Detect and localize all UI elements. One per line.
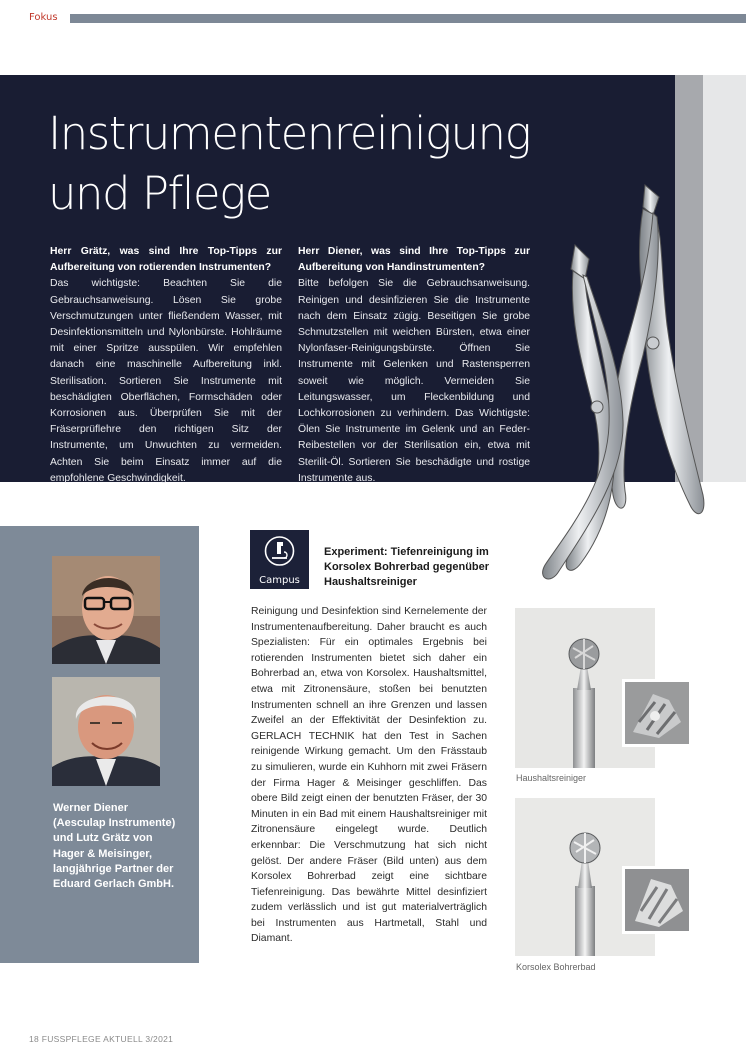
- bur-closeup-korsolex: [622, 866, 692, 934]
- interview-answer: Das wichtigste: Beachten Sie die Gebrauchsanweisung. Lösen Sie grobe Verschmutzungen unter fließendem Wasser, mit Desinfektionsmitteln und Nylonbürste. Hohlräume mit einer Spritze ausspülen. Wir empfehlen danach eine maschinelle Aufbereitung inkl. Sterilisation. Sortieren Sie Instrumente mit beschädigten Oberflächen, Formschäden oder Korrosionen aus. Überprüfen Sie mit der Fräserprüflehre den richtigen Sitz der Instrumente, um Unwuchten zu vermeiden. Achten Sie beim Einsatz immer auf die empfohlene Geschwindigkeit.: [50, 278, 282, 484]
- title-line-2: und Pflege: [48, 167, 271, 220]
- interview-question: Herr Diener, was sind Ihre Top-Tipps zur Aufbereitung von Handinstrumenten?: [298, 246, 530, 274]
- interview-column-diener: [298, 244, 530, 487]
- campus-label: Campus: [259, 575, 300, 586]
- header-rule: [70, 14, 746, 23]
- experiment-body: Reinigung und Desinfektion sind Kernelemente der Instrumentenaufbereitung. Daher braucht es auch Spezialisten: Für ein optimales Ergebnis bei rotierenden Instrumenten bietet sich daher ein Bohrerbad an, etwa von Korsolex. Haushaltsmittel, etwa mit Zitronensäure, stoßen bei benutzten Instrumenten schnell an ihre Grenzen und lassen Zweifel an der Effektivität der Desinfektion zu. GERLACH TECHNIK hat den Test in Sachen reinigende Wirkung gemacht. Um den Frässtaub zu simulieren, wurde ein Kuhhorn mit zwei Fräsern der Firma Hager & Meisinger geschliffen. Das obere Bild zeigt einen der benutzten Fräser, der 30 Minuten in ein Bad mit einem Haushaltsreiniger mit Zitronensäure eingelegt wurde. Deutlich erkennbar: Die Verschmutzung hat sich nicht gelöst. Der andere Fräser (Bild unten) aus dem Korsolex Bohrerbad zeigt eine sichtbare Tiefenreinigung. Das bewährte Mittel desinfiziert zudem verlässlich und ist gut materialverträglich bei Instrumenten aus Hartmetall, Stahl und Diamant.: [251, 606, 487, 945]
- page-footer: 18 FUSSPFLEGE AKTUELL 3/2021: [29, 1034, 174, 1044]
- people-caption: Werner Diener (Aesculap Instrumente) und Lutz Grätz von Hager & Meisinger, langjährige Partner der Eduard Gerlach GmbH.: [53, 802, 176, 891]
- caption-korsolex: Korsolex Bohrerbad: [516, 962, 596, 972]
- section-tag: Fokus: [29, 12, 58, 23]
- campus-badge: [250, 530, 309, 589]
- experiment-title: Experiment: Tiefenreinigung im Korsolex Bohrerbad gegenüber Haushaltsreiniger: [324, 546, 490, 588]
- portrait-photo: [52, 677, 160, 786]
- interview-column-graetz: [50, 244, 282, 487]
- page-title: [48, 104, 568, 224]
- title-line-1: Instrumentenreinigung: [48, 107, 531, 160]
- interview-question: Herr Grätz, was sind Ihre Top-Tipps zur Aufbereitung von rotierenden Instrumenten?: [50, 246, 282, 274]
- nail-nipper-image: [525, 175, 725, 595]
- interview-answer: Bitte befolgen Sie die Gebrauchsanweisung. Reinigen und desinfizieren Sie die Instrumente nach dem Einsatz zügig. Beseitigen Sie grobe Schmutzstellen mit weichen Bürsten, etwa einer Nylonfaser-Reinigungsbürste. Öffnen Sie Instrumente mit Gelenken und Rastensperren soweit wie möglich. Vermeiden Sie Leitungswasser, um Fleckenbildung und Lochkorrosionen zu verhindern. Das Wichtigste: Ölen Sie Instrumente im Gelenk und an Feder-Reibestellen vor der Sterilisation ein, etwa mit Sterilit-Öl. Sortieren Sie beschädigte und rostige Instrumente aus.: [298, 278, 530, 484]
- microscope-icon: [250, 530, 309, 572]
- portrait-photo: [52, 556, 160, 664]
- caption-household-cleaner: Haushaltsreiniger: [516, 773, 587, 783]
- bur-closeup-household-cleaner: [622, 679, 692, 747]
